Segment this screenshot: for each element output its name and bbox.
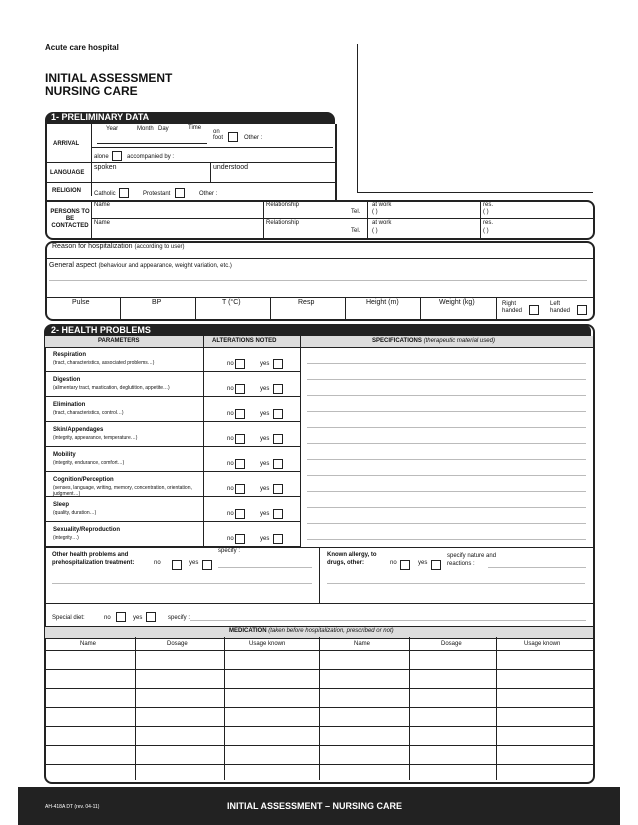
health-row-yes-checkbox[interactable] <box>273 484 283 494</box>
catholic-label: Catholic <box>94 191 116 197</box>
spec-guide-line[interactable] <box>307 395 586 396</box>
health-row-desc: (quality, duration…) <box>53 510 97 516</box>
health-row-yes-label: yes <box>260 436 270 442</box>
allergy-label: Known allergy, to drugs, other: <box>327 552 377 566</box>
reason-label: Reason for hospitalization (according to user) <box>52 243 185 250</box>
contact2-res-label: res. <box>483 220 494 226</box>
health-row-title: Cognition/Perception <box>53 477 114 483</box>
left-handed-label: Left handed <box>550 301 571 314</box>
other-health-label: Other health problems and prehospitalization treatment: <box>52 552 135 566</box>
health-row-desc: (senses, language, writing, memory, concentration, orientation, judgment…) <box>53 485 192 497</box>
health-row-divider <box>45 421 300 422</box>
health-row-desc: (tract, characteristics, control…) <box>53 410 124 416</box>
health-row-no-checkbox[interactable] <box>235 384 245 394</box>
health-row-yes-label: yes <box>260 511 270 517</box>
health-row-yes-checkbox[interactable] <box>273 409 283 419</box>
diet-no-checkbox[interactable] <box>116 612 126 622</box>
time-label: Time <box>188 125 202 131</box>
health-row-title: Skin/Appendages <box>53 427 104 433</box>
spec-guide-line[interactable] <box>307 539 586 540</box>
health-row-divider <box>45 521 300 522</box>
contact2-work-label: at work <box>372 220 392 226</box>
health-row-divider <box>45 396 300 397</box>
health-row-desc: (integrity, endurance, comfort…) <box>53 460 125 466</box>
contact1-work-label: at work <box>372 202 392 208</box>
pulse-label: Pulse <box>72 299 90 306</box>
accompanied-label: accompanied by : <box>127 154 175 160</box>
allergy-no-checkbox[interactable] <box>400 560 410 570</box>
health-row-divider <box>45 471 300 472</box>
contact2-tel-label: Tel. <box>351 228 361 234</box>
health-row-desc: (integrity…) <box>53 535 79 541</box>
contact1-relationship-label: Relationship <box>266 202 300 208</box>
med-usage-col2: Usage known <box>524 641 561 647</box>
medication-row-line[interactable] <box>45 669 593 670</box>
health-row-no-label: no <box>227 461 234 467</box>
health-row-yes-checkbox[interactable] <box>273 359 283 369</box>
spec-guide-line[interactable] <box>307 427 586 428</box>
med-name-col1: Name <box>80 641 97 647</box>
med-name-col2: Name <box>354 641 371 647</box>
arrival-label: ARRIVAL <box>53 141 80 147</box>
health-row-divider <box>45 496 300 497</box>
allergy-yes-label: yes <box>418 560 428 566</box>
height-label: Height (m) <box>366 299 399 306</box>
form-title-line1: INITIAL ASSESSMENT <box>45 71 173 85</box>
medication-row-line[interactable] <box>45 650 593 651</box>
spec-guide-line[interactable] <box>307 411 586 412</box>
protestant-checkbox[interactable] <box>175 188 185 198</box>
form-code: AH-418A DT (rev. 04-11) <box>45 804 100 810</box>
contact1-res-area: ( ) <box>483 209 489 215</box>
patient-label-border-bottom <box>357 192 593 193</box>
health-row-yes-checkbox[interactable] <box>273 534 283 544</box>
health-row-no-checkbox[interactable] <box>235 434 245 444</box>
religion-label: RELIGION <box>52 188 82 194</box>
contact2-name-label: Name <box>94 220 111 226</box>
special-diet-label: Special diet: <box>52 615 85 621</box>
temperature-label: T (°C) <box>222 299 241 306</box>
health-row-no-label: no <box>227 361 234 367</box>
form-title-line2: NURSING CARE <box>45 84 138 98</box>
alone-label: alone <box>94 154 109 160</box>
health-row-no-checkbox[interactable] <box>235 409 245 419</box>
medication-row-line[interactable] <box>45 764 593 765</box>
medication-header: MEDICATION (taken before hospitalization, prescribed or not) <box>229 628 394 634</box>
patient-label-border-left <box>357 44 358 192</box>
health-row-title: Sleep <box>53 502 70 508</box>
arrival-other-label: Other : <box>244 135 263 141</box>
contact2-res-area: ( ) <box>483 228 489 234</box>
footer-title: INITIAL ASSESSMENT – NURSING CARE <box>227 801 403 811</box>
specifications-header: SPECIFICATIONS (therapeutic material used) <box>372 338 495 344</box>
weight-label: Weight (kg) <box>439 299 475 306</box>
understood-label: understood <box>213 164 249 171</box>
spec-guide-line[interactable] <box>307 507 586 508</box>
spec-guide-line[interactable] <box>307 363 586 364</box>
med-dosage-col1: Dosage <box>167 641 188 647</box>
spec-guide-line[interactable] <box>307 459 586 460</box>
health-row-title: Digestion <box>53 377 81 383</box>
other-specify-label: specify : <box>218 548 241 554</box>
right-handed-checkbox[interactable] <box>529 305 539 315</box>
diet-yes-label: yes <box>133 615 143 621</box>
health-row-no-label: no <box>227 411 234 417</box>
health-row-no-label: no <box>227 486 234 492</box>
section-health-title: 2- HEALTH PROBLEMS <box>45 325 591 336</box>
health-row-no-checkbox[interactable] <box>235 459 245 469</box>
protestant-label: Protestant <box>143 191 171 197</box>
contact1-tel-label: Tel. <box>351 209 361 215</box>
health-row-yes-checkbox[interactable] <box>273 434 283 444</box>
other-yes-checkbox[interactable] <box>202 560 212 570</box>
health-row-no-label: no <box>227 511 234 517</box>
medication-row-line[interactable] <box>45 707 593 708</box>
contact1-work-area: ( ) <box>372 209 378 215</box>
contacts-frame <box>45 200 595 240</box>
diet-yes-checkbox[interactable] <box>146 612 156 622</box>
health-row-yes-label: yes <box>260 411 270 417</box>
health-row-title: Elimination <box>53 402 86 408</box>
health-row-title: Sexuality/Reproduction <box>53 527 121 533</box>
health-row-desc: (integrity, appearance, temperature…) <box>53 435 138 441</box>
alterations-header: ALTERATIONS NOTED <box>212 338 277 344</box>
bp-label: BP <box>152 299 162 306</box>
health-row-title: Respiration <box>53 352 87 358</box>
diet-specify-label: specify : <box>168 615 191 621</box>
religion-other-label: Other : <box>199 191 218 197</box>
health-row-yes-label: yes <box>260 536 270 542</box>
allergy-no-label: no <box>390 560 397 566</box>
contact2-relationship-label: Relationship <box>266 220 300 226</box>
year-label: Year <box>106 126 119 132</box>
catholic-checkbox[interactable] <box>119 188 129 198</box>
date-entry-line[interactable] <box>97 143 207 144</box>
language-label: LANGUAGE <box>50 170 85 176</box>
contact2-work-area: ( ) <box>372 228 378 234</box>
spec-guide-line[interactable] <box>307 475 586 476</box>
allergy-specify-label: specify nature and reactions : <box>447 553 497 567</box>
resp-label: Resp <box>298 299 315 306</box>
spec-guide-line[interactable] <box>307 491 586 492</box>
health-row-desc: (tract, characteristics, associated problems…) <box>53 360 155 366</box>
medication-row-line[interactable] <box>45 726 593 727</box>
diet-no-label: no <box>104 615 111 621</box>
health-row-no-label: no <box>227 536 234 542</box>
health-row-desc: (alimentary tract, mastication, deglutition, appetite…) <box>53 385 170 391</box>
alone-checkbox[interactable] <box>112 151 122 161</box>
med-usage-col1: Usage known <box>249 641 286 647</box>
on-foot-checkbox[interactable] <box>228 132 238 142</box>
health-row-yes-label: yes <box>260 486 270 492</box>
contact1-name-label: Name <box>94 202 111 208</box>
contact1-res-label: res. <box>483 202 494 208</box>
health-row-yes-checkbox[interactable] <box>273 459 283 469</box>
med-dosage-col2: Dosage <box>441 641 462 647</box>
spec-guide-line[interactable] <box>307 443 586 444</box>
health-row-divider <box>45 446 300 447</box>
health-row-no-checkbox[interactable] <box>235 534 245 544</box>
other-no-checkbox[interactable] <box>172 560 182 570</box>
day-label: Day <box>158 126 169 132</box>
health-row-yes-label: yes <box>260 461 270 467</box>
persons-contact-label: PERSONS TO BE CONTACTED <box>50 209 90 229</box>
health-row-yes-checkbox[interactable] <box>273 509 283 519</box>
other-no-label: no <box>154 560 161 566</box>
health-row-no-checkbox[interactable] <box>235 509 245 519</box>
health-row-yes-label: yes <box>260 386 270 392</box>
left-handed-checkbox[interactable] <box>577 305 587 315</box>
medication-row-line[interactable] <box>45 745 593 746</box>
spec-guide-line[interactable] <box>307 379 586 380</box>
right-handed-label: Right handed <box>502 301 523 314</box>
health-row-yes-checkbox[interactable] <box>273 384 283 394</box>
health-row-divider <box>45 371 300 372</box>
allergy-yes-checkbox[interactable] <box>431 560 441 570</box>
health-row-title: Mobility <box>53 452 76 458</box>
parameters-header: PARAMETERS <box>98 338 140 344</box>
health-row-no-label: no <box>227 386 234 392</box>
health-row-no-label: no <box>227 436 234 442</box>
health-row-no-checkbox[interactable] <box>235 484 245 494</box>
health-row-yes-label: yes <box>260 361 270 367</box>
on-foot-label: on foot <box>213 129 224 141</box>
spec-guide-line[interactable] <box>307 523 586 524</box>
health-row-no-checkbox[interactable] <box>235 359 245 369</box>
spoken-label: spoken <box>94 164 117 171</box>
general-aspect-label: General aspect (behaviour and appearance, weight variation, etc.) <box>49 262 232 269</box>
section-preliminary-title: 1- PRELIMINARY DATA <box>45 112 335 124</box>
month-label: Month <box>137 126 154 132</box>
medication-row-line[interactable] <box>45 688 593 689</box>
hospital-type: Acute care hospital <box>45 43 119 52</box>
other-yes-label: yes <box>189 560 199 566</box>
